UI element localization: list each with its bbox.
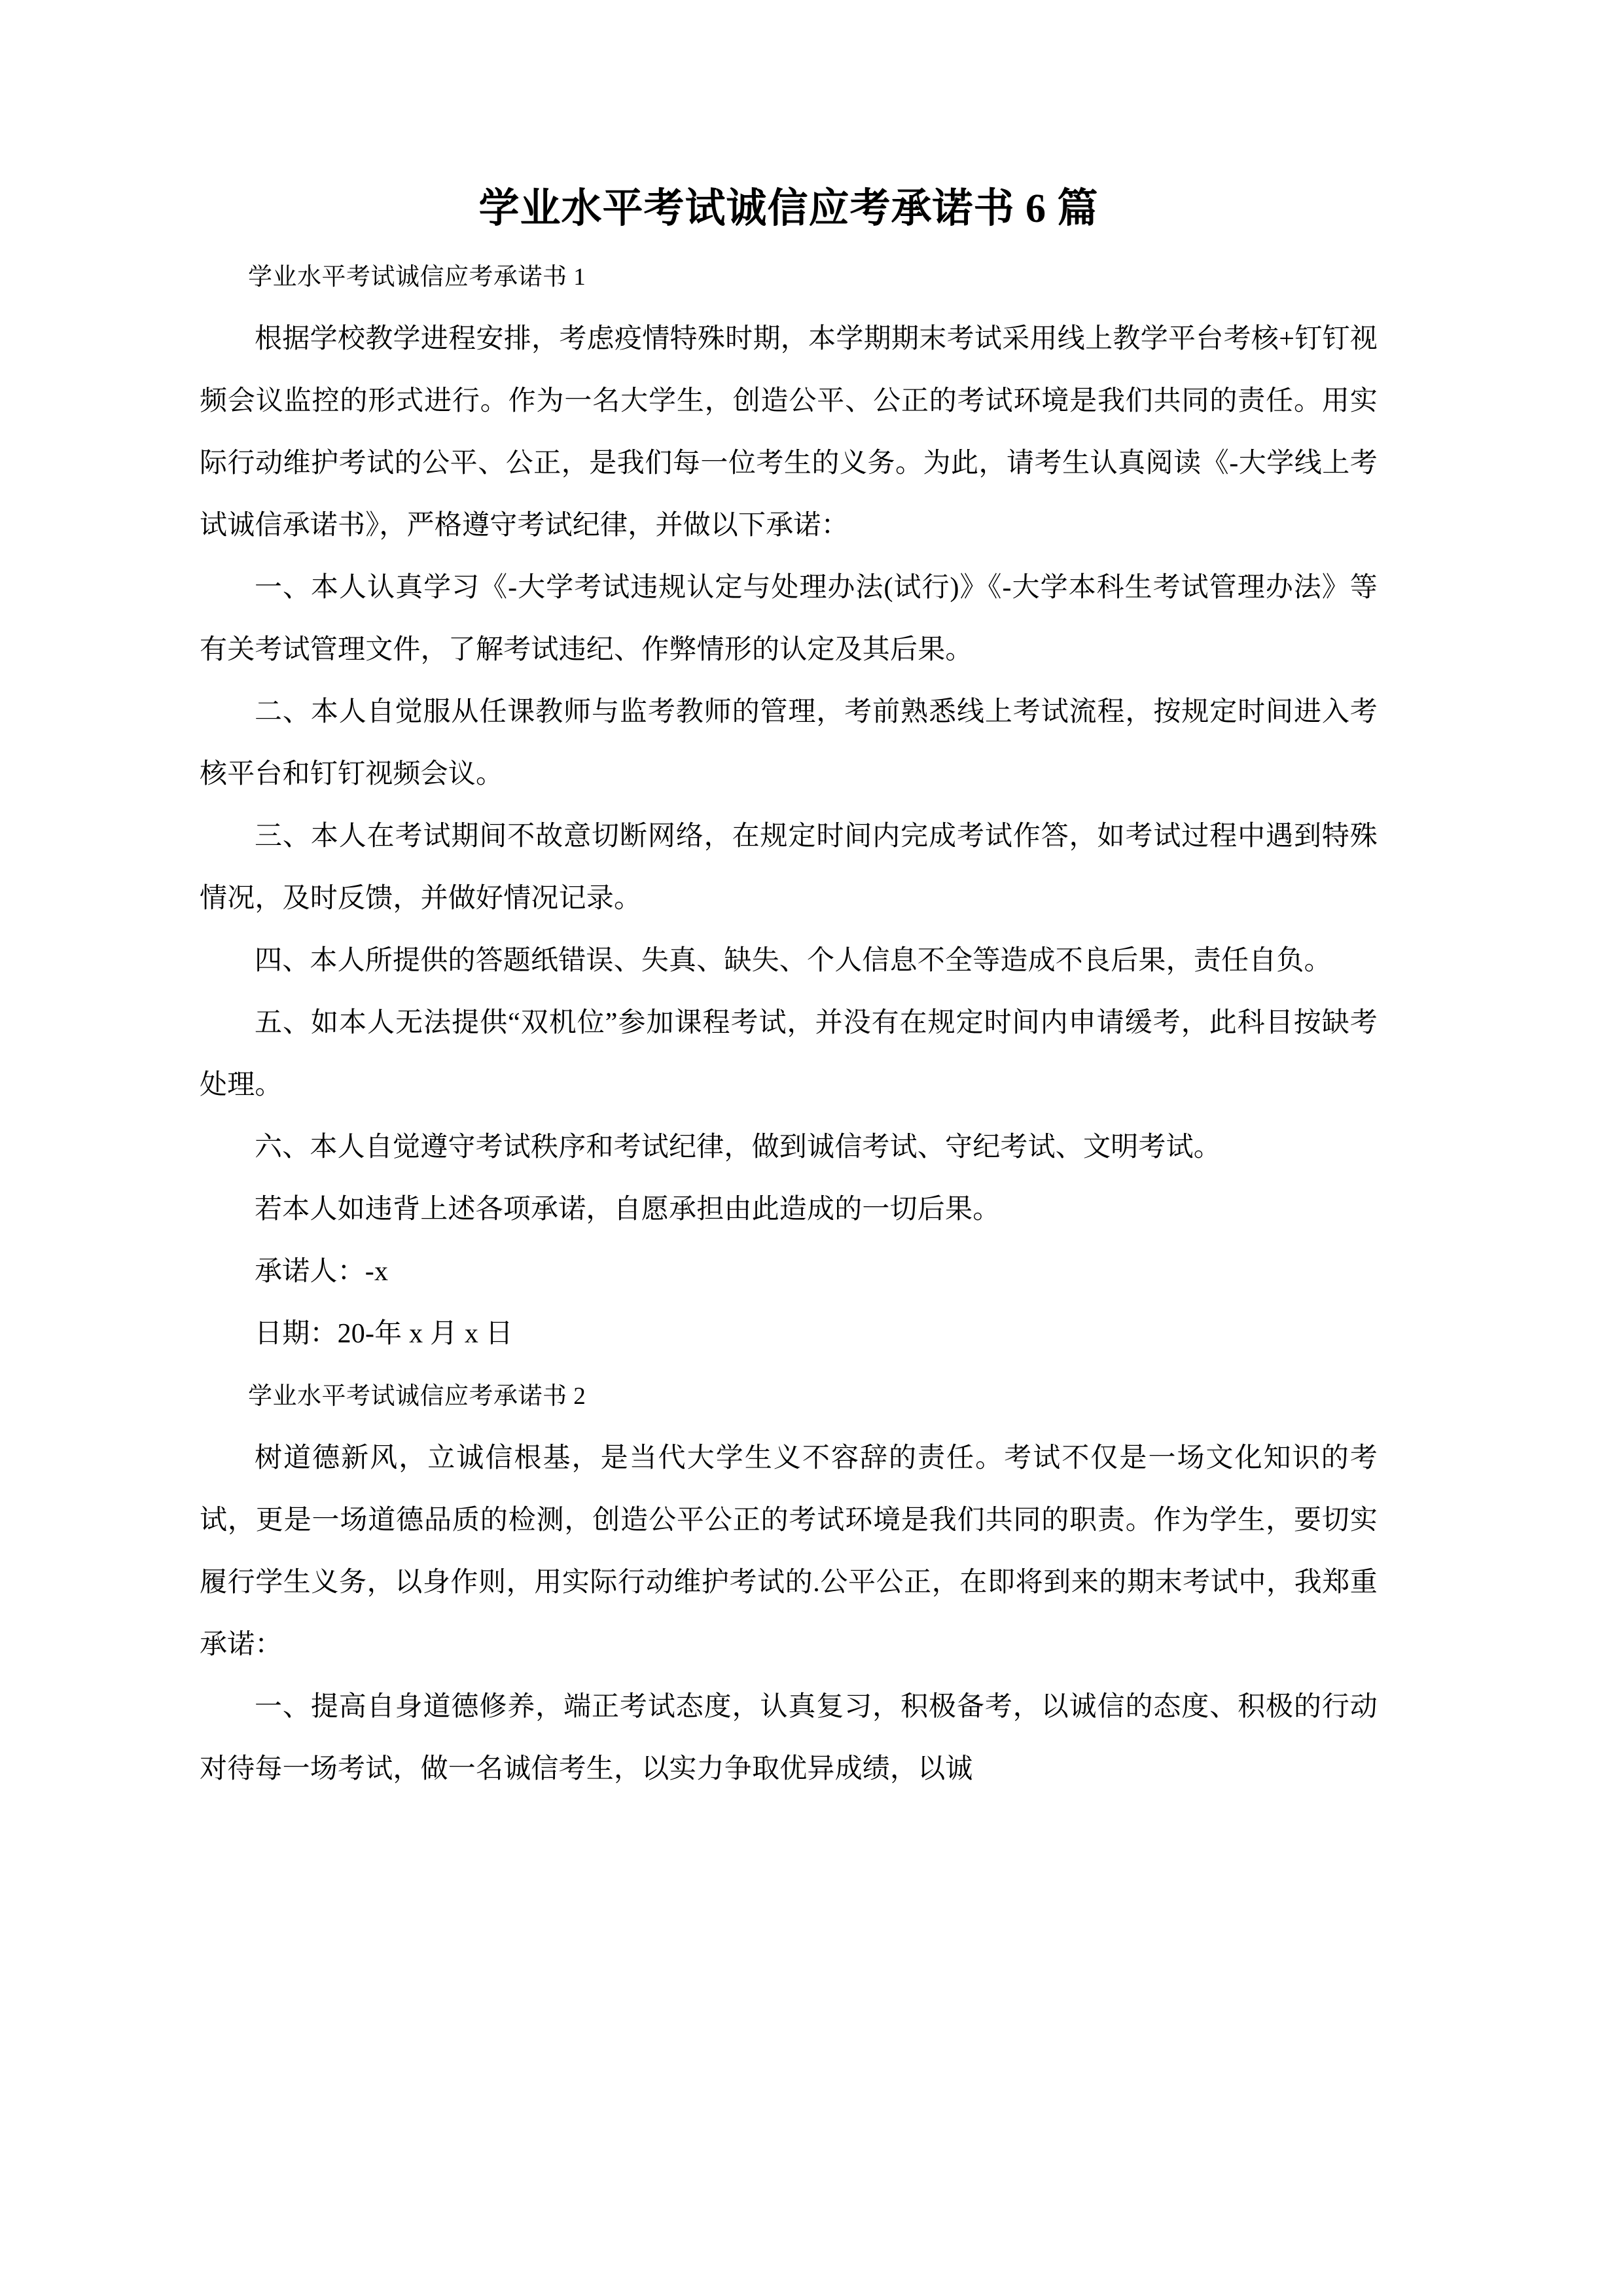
section-2-paragraph-intro: 树道德新风，立诚信根基，是当代大学生义不容辞的责任。考试不仅是一场文化知识的考试，更是一场道德品质的检测，创造公平公正的考试环境是我们共同的职责。作为学生，要切实履行学生义务，以身作则，用实际行动维护考试的.公平公正，在即将到来的期末考试中，我郑重承诺： bbox=[200, 1443, 1378, 1660]
section-1-commitment-4: 四、本人所提供的答题纸错误、失真、缺失、个人信息不全等造成不良后果，责任自负。 bbox=[255, 946, 1332, 976]
section-1-closing-statement: 若本人如违背上述各项承诺，自愿承担由此造成的一切后果。 bbox=[255, 1194, 1001, 1225]
section-1-commitment-3: 三、本人在考试期间不故意切断网络，在规定时间内完成考试作答，如考试过程中遇到特殊情况，及时反馈，并做好情况记录。 bbox=[200, 821, 1378, 914]
section-1-signature-line: 承诺人：-x bbox=[255, 1257, 389, 1287]
section-1-commitment-2: 二、本人自觉服从任课教师与监考教师的管理，考前熟悉线上考试流程，按规定时间进入考核平台和钉钉视频会议。 bbox=[200, 697, 1378, 789]
section-1-commitment-6: 六、本人自觉遵守考试秩序和考试纪律，做到诚信考试、守纪考试、文明考试。 bbox=[255, 1132, 1222, 1162]
section-1-commitment-5: 五、如本人无法提供“双机位”参加课程考试，并没有在规定时间内申请缓考，此科目按缺考处理。 bbox=[200, 1008, 1378, 1100]
section-2-commitment-1: 一、提高自身道德修养，端正考试态度，认真复习，积极备考，以诚信的态度、积极的行动对待每一场考试，做一名诚信考生，以实力争取优异成绩，以诚 bbox=[200, 1692, 1378, 1784]
section-heading-1: 学业水平考试诚信应考承诺书 1 bbox=[248, 264, 586, 291]
section-1-paragraph-intro: 根据学校教学进程安排，考虑疫情特殊时期，本学期期末考试采用线上教学平台考核+钉钉视频会议监控的形式进行。作为一名大学生，创造公平、公正的考试环境是我们共同的责任。用实际行动维护考试的公平、公正，是我们每一位考生的义务。为此，请考生认真阅读《-大学线上考试诚信承诺书》，严格遵守考试纪律，并做以下承诺： bbox=[200, 324, 1378, 541]
section-1-commitment-1: 一、本人认真学习《-大学考试违规认定与处理办法(试行)》《-大学本科生考试管理办法》等有关考试管理文件，了解考试违纪、作弊情形的认定及其后果。 bbox=[200, 573, 1378, 665]
section-heading-2: 学业水平考试诚信应考承诺书 2 bbox=[248, 1383, 586, 1410]
section-1-date-line: 日期：20-年 x 月 x 日 bbox=[255, 1319, 513, 1349]
page-title: 学业水平考试诚信应考承诺书 6 篇 bbox=[478, 187, 1099, 231]
document-content bbox=[200, 188, 1378, 1801]
